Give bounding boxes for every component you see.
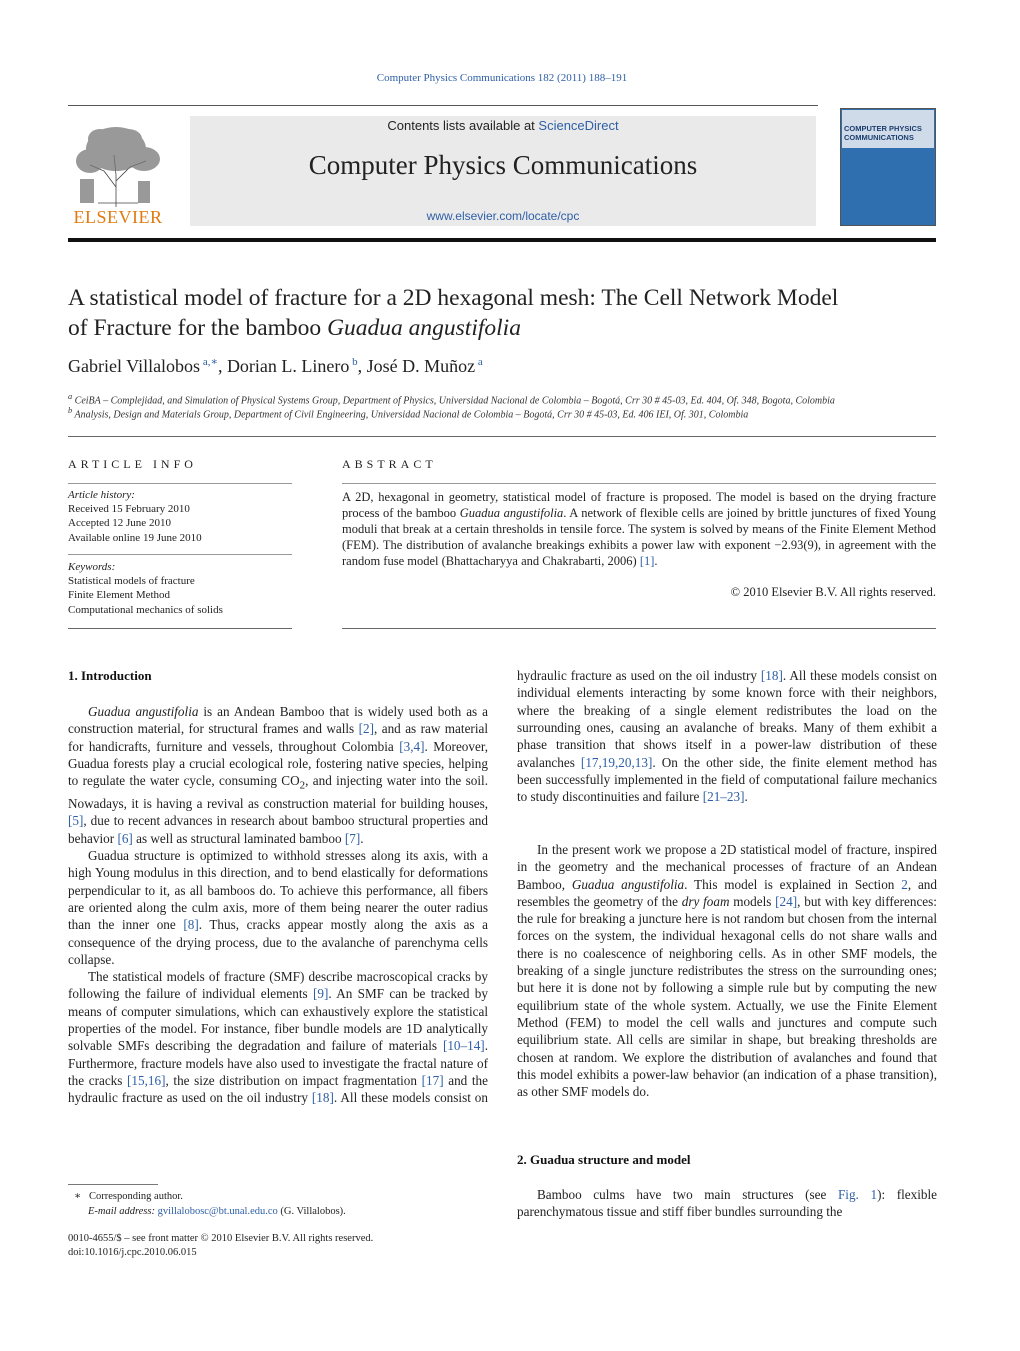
body-text: , and as raw material for handicrafts, furniture and vessels, throughout Colombia [68, 721, 488, 754]
italic-text: Guadua angustifolia [571, 876, 685, 892]
footnote-text: Corresponding author. [89, 1191, 183, 1202]
elsevier-logo [68, 115, 168, 227]
affiliation-text: CeiBA – Complejidad, and Simulation of Physical Systems Group, Department of Physics, Universidad Nacional de Colombia – Bogotá, Crr 30 # 45-03, Ed. 404, Of. 348, Bogota, Colombia [74, 395, 835, 407]
issn-line: 0010-4655/$ – see front matter © 2010 Elsevier B.V. All rights reserved. [68, 1233, 374, 1244]
journal-cover-thumbnail[interactable] [840, 108, 936, 226]
cover-title-line1: COMPUTER PHYSICS [844, 124, 922, 133]
keyword-item: Computational mechanics of solids [68, 603, 223, 616]
affiliation-mark: a [68, 392, 73, 401]
section2-body [517, 1186, 937, 1221]
author-affiliation-mark[interactable]: a [475, 356, 483, 368]
author-separator: , [357, 356, 367, 376]
citation-link[interactable]: 2 [901, 876, 908, 892]
body-text: , but with key differences: the rule for breaking a juncture here is not random but chosen from the internal forces on the system, the individual hexagonal cells do not share walls and there is no coalescence of neighboring cells. As in other SMF models, the breaking of a single juncture redistributes the stress on the surrounding ones; but here it is done not by following a simple rule but by computing the new equilibrium state of the whole system. Actually, we use the Finite Element Method (FEM) to model the cell walls and junctures and compute such equilibrium state. All cells are similar in shape, but breaking thresholds are chosen at random. We explore the distribution of avalanches and found that this model exhibits a power-law behavior (an indication of a phase transition), as other SMF models do. [517, 893, 937, 1100]
article-history [68, 488, 292, 545]
left-column [68, 703, 488, 1108]
intro-paragraph-1 [68, 703, 488, 847]
keywords-rule [68, 554, 292, 555]
affiliations-rule [68, 436, 936, 437]
history-online: Available online 19 June 2010 [68, 531, 202, 544]
body-text: and the hydraulic fracture as used on the oil industry [68, 1072, 488, 1106]
header-bottom-rule [68, 238, 936, 242]
citation-link[interactable]: [2] [358, 721, 374, 737]
contents-line [190, 118, 816, 133]
citation-link[interactable]: [18] [760, 668, 783, 684]
body-text: The statistical models of fracture (SMF) describe macroscopical cracks by following the failure of individual elements [68, 969, 488, 1002]
history-received: Received 15 February 2010 [68, 503, 190, 516]
body-text: as well as structural laminated bamboo [132, 830, 345, 846]
header-top-rule [68, 105, 818, 106]
body-text: . An SMF can be tracked by means of computer simulations, which can exhaustively explore the statistical properties of the model. For instance, fiber bundle models are 1D analytically solvable SMFs describing the degradation and failure of materials [68, 986, 488, 1054]
title-line2-species: Guadua angustifolia [327, 315, 521, 341]
right-column-continuation [517, 668, 937, 808]
citation-link[interactable]: [1] [639, 554, 655, 569]
abstract-body [342, 489, 936, 569]
abstract-text-2: . A network of flexible cells are joined by brittle junctures of fixed Young moduli that break at a certain thresholds in tensile force. The system is solved by means of the Finite Element Method (FEM). The distribution of avalanche breakings exhibits a power law with exponent −2.93(9), in agreement with the random fuse model (Bhattacharyya and Chakrabarti, 2006) [342, 506, 936, 569]
keyword-item: Statistical models of fracture [68, 575, 195, 588]
email-footnote [88, 1206, 508, 1217]
citation-link[interactable]: [17,19,20,13] [580, 754, 653, 770]
author-affiliation-mark[interactable]: b [349, 356, 358, 368]
citation-link[interactable]: [21–23] [702, 789, 745, 805]
abstract-species: Guadua angustifolia [459, 506, 564, 521]
affiliation-mark: b [68, 406, 73, 415]
footnote-rule [68, 1184, 158, 1185]
affiliation-text: Analysis, Design and Materials Group, Department of Civil Engineering, Universidad Nacional de Colombia – Bogotá, Crr 30 # 45-03, Ed. 406 IEI, Of. 301, Colombia [74, 409, 749, 421]
author-affiliation-mark[interactable]: a,∗ [200, 356, 218, 368]
keywords-label: Keywords: [68, 561, 116, 573]
author-list [68, 355, 938, 377]
italic-text: Guadua angustifolia [88, 704, 199, 719]
body-text: , due to recent advances in research about bamboo structural properties and behavior [68, 813, 488, 846]
body-text: ): flexible parenchymatous tissue and stiff fiber bundles surrounding the [517, 1187, 937, 1220]
keyword-item: Finite Element Method [68, 589, 171, 602]
abstract-bottom-rule [342, 628, 936, 629]
body-text: In the present work we propose a 2D statistical model of fracture, inspired in the geometry and the mechanical processes of fracture of an Andean Bamboo, [517, 842, 937, 892]
citation-link[interactable]: [5] [68, 813, 84, 829]
body-text: , the size distribution on impact fragmentation [165, 1072, 422, 1088]
intro-paragraph-3-start [68, 968, 488, 1108]
body-text: . On the other side, the finite element method has been successfully implemented in the field of computational failure mechanics to study discontinuities and failure [517, 754, 937, 805]
email-owner: (G. Villalobos). [277, 1206, 346, 1217]
intro-paragraph-4 [517, 841, 937, 1100]
author-name: Gabriel Villalobos [68, 356, 201, 376]
article-info-heading: ARTICLE INFO [68, 457, 197, 471]
subscript: 2 [299, 779, 306, 792]
citation-link[interactable]: [9] [312, 986, 329, 1002]
body-text: . Moreover, Guadua forests play a crucial ecological role, fostering native species, helping to regulate the water cycle, consuming CO [68, 738, 489, 789]
body-text: . Furthermore, fracture models have also used to investigate the fractal nature of the cracks [68, 1038, 488, 1088]
body-text: . [744, 789, 748, 805]
cover-title [844, 124, 932, 142]
abstract-heading: ABSTRACT [342, 457, 437, 471]
abstract-rule [342, 483, 936, 484]
citation-link[interactable]: [18] [311, 1090, 334, 1106]
section2-paragraph-1 [517, 1186, 937, 1221]
author-name: Dorian L. Linero [226, 356, 350, 376]
body-text: . Thus, cracks appear mostly along the axis as a consequence of the drying process, due to the avalanche of parenchyma cells collapse. [68, 917, 488, 967]
journal-title: Computer Physics Communications [308, 150, 698, 180]
keywords [68, 560, 292, 617]
body-text: . This model is explained in Section [684, 876, 902, 892]
body-text: Bamboo culms have two main structures (see [537, 1187, 838, 1202]
body-text: . [360, 830, 364, 846]
author-separator: , [217, 356, 227, 376]
citation-link[interactable]: [10–14] [442, 1038, 485, 1054]
doi-link[interactable]: doi:10.1016/j.cpc.2010.06.015 [68, 1247, 197, 1258]
publisher-wordmark: ELSEVIER [73, 207, 163, 227]
affiliation-b [68, 406, 938, 420]
contents-prefix: Contents lists available at [387, 118, 539, 133]
corresponding-footnote [74, 1190, 494, 1202]
section1-heading: 1. Introduction [68, 668, 152, 683]
section2-heading: 2. Guadua structure and model [517, 1152, 691, 1167]
affiliation-a [68, 392, 938, 406]
body-text: , and resembles the geometry of the [517, 876, 937, 909]
citation-link[interactable]: Fig. 1 [837, 1187, 878, 1202]
citation-link[interactable]: [17] [421, 1072, 444, 1088]
history-accepted: Accepted 12 June 2010 [68, 517, 171, 530]
citation-link[interactable]: [7] [344, 830, 361, 846]
journal-url-link[interactable]: www.elsevier.com/locate/cpc [426, 209, 580, 223]
body-text: hydraulic fracture as used on the oil industry [517, 668, 757, 684]
citation-link[interactable]: [3,4] [399, 738, 425, 754]
intro-paragraph-2 [68, 847, 488, 968]
abstract-text-1: A 2D, hexagonal in geometry, statistical model of fracture is proposed. The model is based on the drying fracture process of the bamboo [342, 490, 936, 521]
italic-text: dry foam [681, 893, 730, 909]
history-label: Article history: [68, 489, 135, 501]
body-text: is an Andean Bamboo that is widely used both as a construction material, for structural frames and walls [68, 704, 488, 737]
body-text: models [729, 893, 776, 909]
abstract-text-end: . [654, 554, 658, 569]
author-name: José D. Muñoz [366, 356, 476, 376]
title-line2 [68, 313, 938, 343]
citation-link[interactable]: [8] [183, 917, 199, 933]
title-line1: A statistical model of fracture for a 2D hexagonal mesh: The Cell Network Model [68, 285, 839, 311]
email-link[interactable]: gvillalobosc@bt.unal.edu.co [157, 1206, 278, 1217]
body-text: , and injecting water into the soil. Nowadays, it is having a revival as construction material for building houses, [68, 773, 488, 812]
footnote-mark: ∗ [74, 1191, 82, 1202]
citation-link[interactable]: [24] [775, 893, 798, 909]
cover-title-line2: COMMUNICATIONS [844, 133, 914, 142]
right-column [517, 841, 937, 1100]
sciencedirect-link[interactable]: ScienceDirect [538, 118, 619, 133]
article-title [68, 283, 938, 343]
title-line2-plain: of Fracture for the bamboo [68, 315, 328, 341]
journal-reference[interactable]: Computer Physics Communications 182 (2011) 188–191 [376, 72, 628, 84]
body-text: Guadua structure is optimized to withhold stresses along its axis, with a high Young modulus in this direction, and to bend elastically for deformations perpendicular to it, as all bamboos do. To achieve this performance, all fibers are oriented along the culm axis, more of them being nearer the outer radius than the inner one [68, 848, 488, 933]
abstract-copyright: © 2010 Elsevier B.V. All rights reserved. [730, 585, 936, 599]
intro-paragraph-3-end [517, 668, 937, 805]
citation-link[interactable]: [15,16] [127, 1072, 166, 1088]
article-info-rule [68, 483, 292, 484]
body-text: . All these models consist on individual elements interacting by some known force with their neighbors, where the breaking of a single element redistributes the load on the surrounding ones, causing an avalanche of breaks. Many of them exhibit a phase transition that shows itself in a power-law distribution of these avalanches [517, 668, 937, 770]
body-text: . All these models consist on [333, 1090, 488, 1106]
article-info-bottom-rule [68, 628, 292, 629]
citation-link[interactable]: [6] [117, 830, 133, 846]
email-label: E-mail address: [88, 1206, 158, 1217]
